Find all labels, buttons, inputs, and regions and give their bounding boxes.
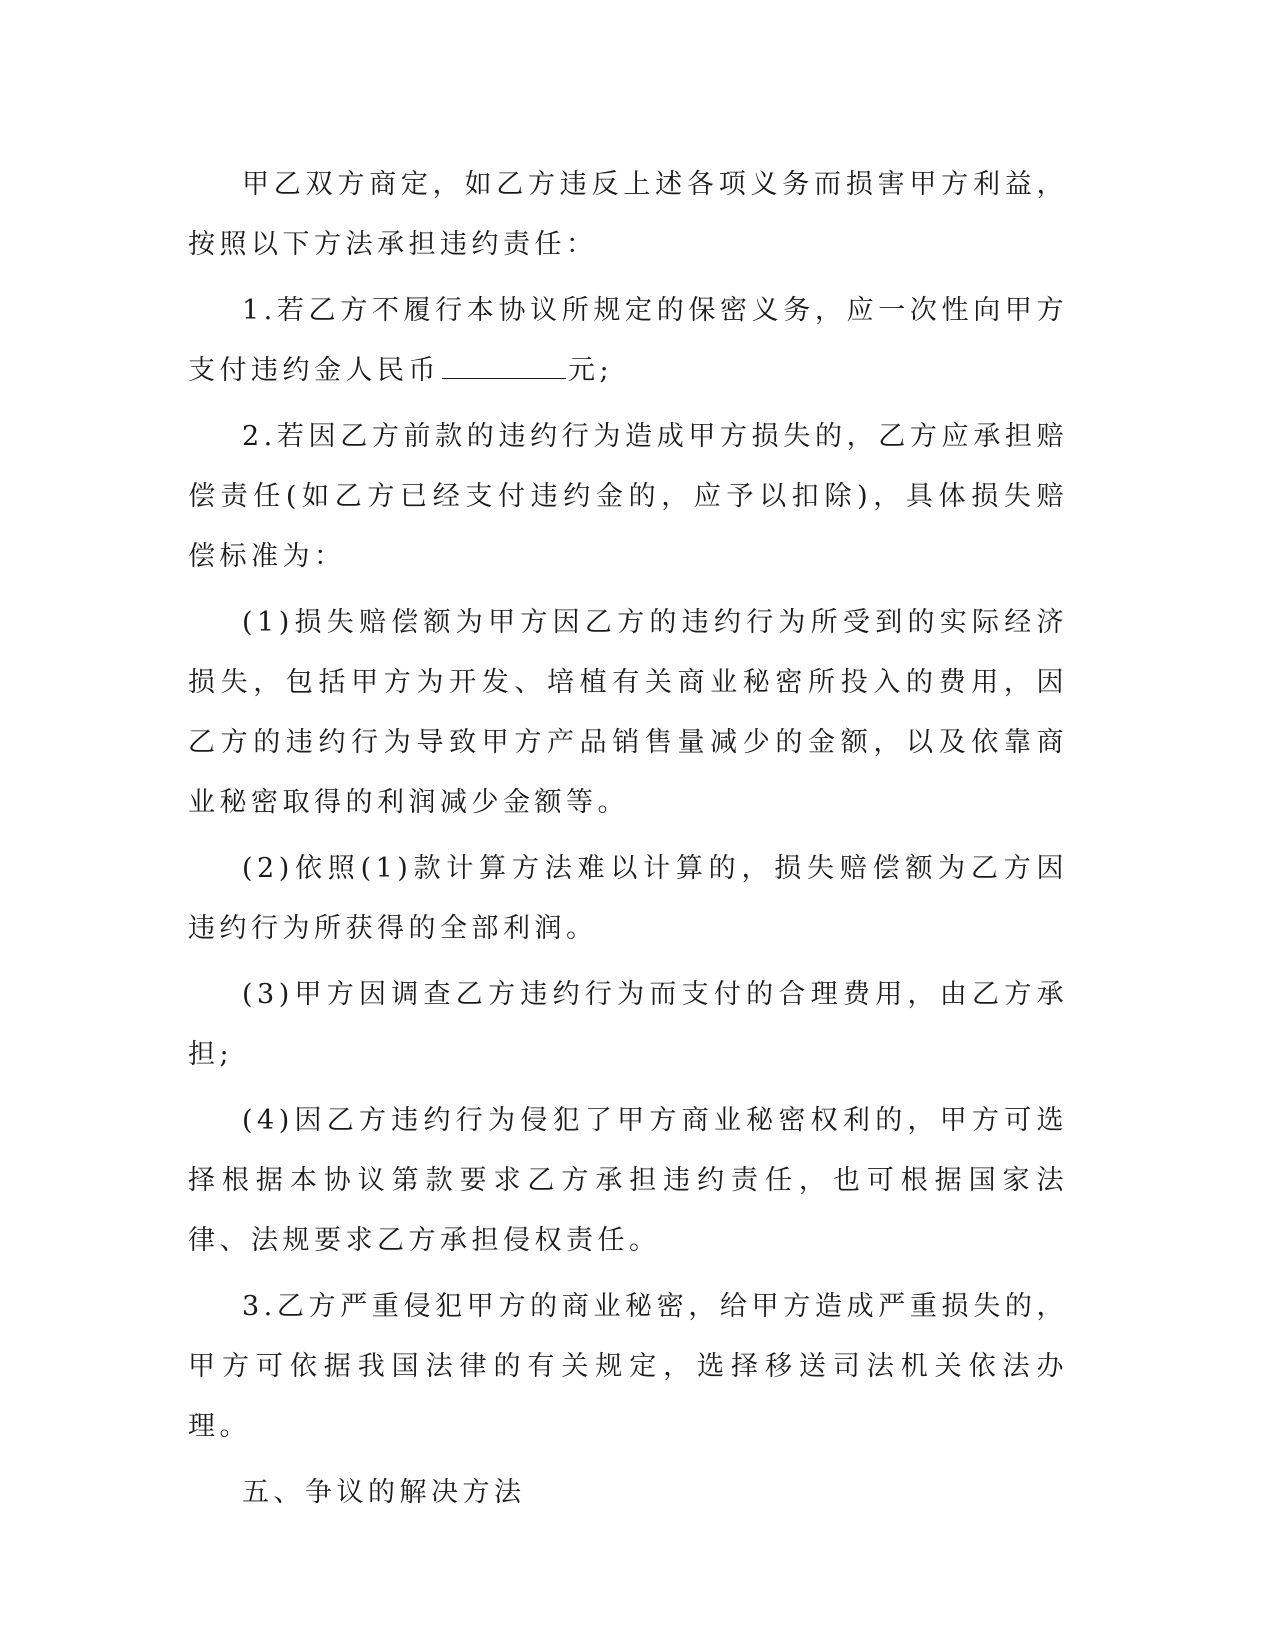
clause-1-suffix: 元;	[568, 355, 614, 386]
paragraph-liability-intro: 甲乙双方商定，如乙方违反上述各项义务而损害甲方利益，按照以下方法承担违约责任：	[188, 169, 1068, 260]
paragraph-item-4: (4)因乙方违约行为侵犯了甲方商业秘密权利的，甲方可选择根据本协议第款要求乙方承担违约责任，也可根据国家法律、法规要求乙方承担侵权责任。	[188, 1105, 1068, 1256]
paragraph-clause-3: 3.乙方严重侵犯甲方的商业秘密，给甲方造成严重损失的，甲方可依据我国法律的有关规定，选择移送司法机关依法办理。	[188, 1291, 1068, 1442]
amount-blank-field	[442, 354, 566, 379]
paragraph-item-1: (1)损失赔偿额为甲方因乙方的违约行为所受到的实际经济损失，包括甲方为开发、培植有关商业秘密所投入的费用，因乙方的违约行为导致甲方产品销售量减少的金额，以及依靠商业秘密取得的利润减少金额等。	[188, 607, 1068, 818]
paragraph-item-3: (3)甲方因调查乙方违约行为而支付的合理费用，由乙方承担;	[188, 979, 1068, 1070]
document-body	[188, 155, 1068, 1523]
paragraph-clause-1	[188, 281, 1068, 401]
paragraph-clause-2: 2.若因乙方前款的违约行为造成甲方损失的，乙方应承担赔偿责任(如乙方已经支付违约金的，应予以扣除)，具体损失赔偿标准为：	[188, 421, 1068, 572]
section-heading-dispute-resolution: 五、争议的解决方法	[242, 1477, 526, 1508]
clause-1-text: 1.若乙方不履行本协议所规定的保密义务，应一次性向甲方支付违约金人民币	[188, 295, 1068, 386]
paragraph-item-2: (2)依照(1)款计算方法难以计算的，损失赔偿额为乙方因违约行为所获得的全部利润。	[188, 853, 1068, 944]
